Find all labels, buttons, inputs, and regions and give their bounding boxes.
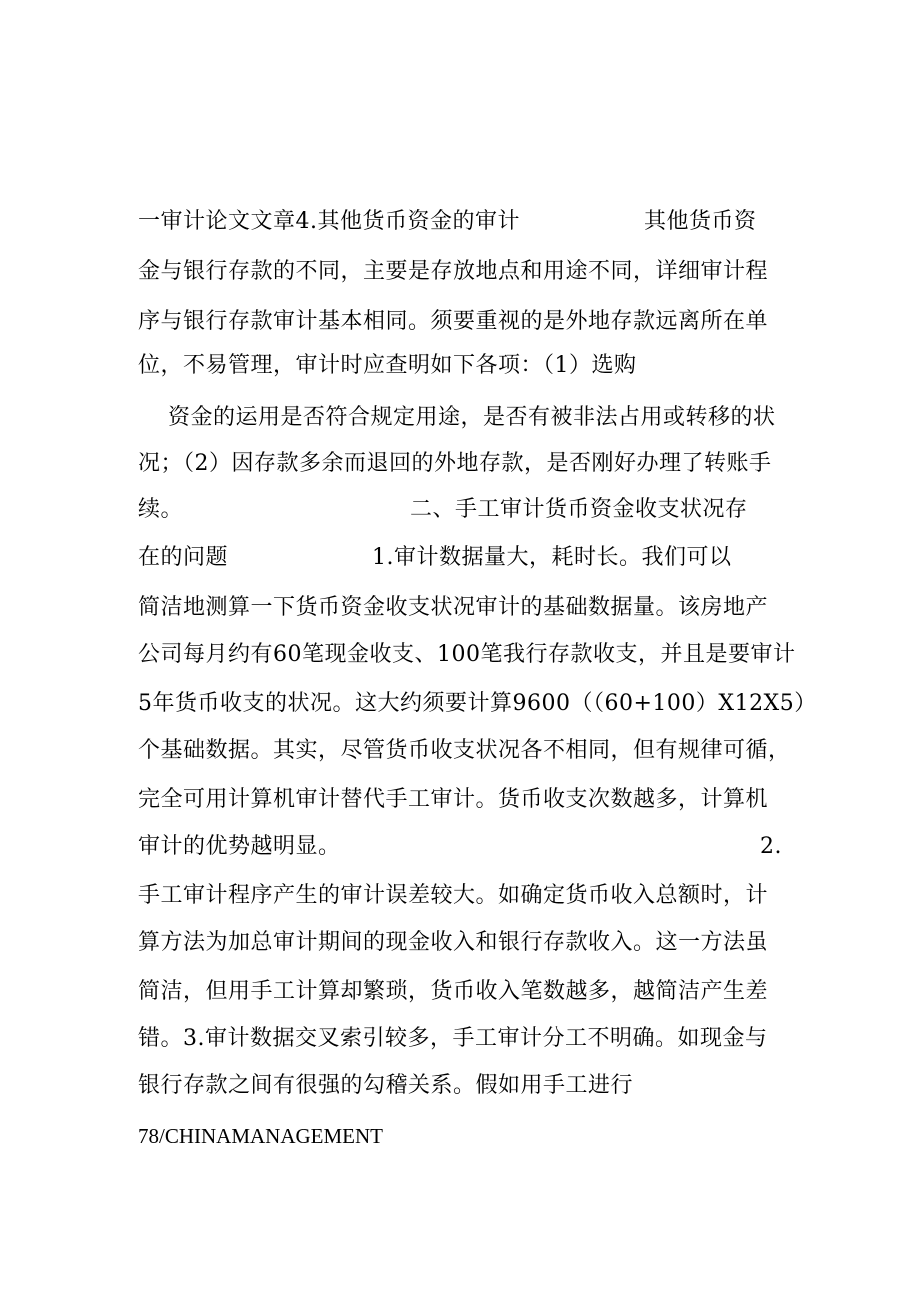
text-line [138, 307, 769, 337]
text-segment: 错。3.审计数据交叉索引较多，手工审计分工不明确。如现金与 [138, 1026, 768, 1051]
page-footer [138, 1121, 383, 1151]
text-segment: 序与银行存款审计基本相同。须要重视的是外地存款远离所在单 [138, 309, 769, 334]
text-segment: 个基础数据。其实，尽管货币收支状况各不相同，但有规律可循， [138, 738, 791, 763]
text-segment: 况；（2）因存款多余而退回的外地存款，是否刚好办理了转账手 [138, 451, 772, 476]
text-segment: 简洁地测算一下货币资金收支状况审计的基础数据量。该房地产 [138, 595, 769, 620]
text-segment: 一审计论文文章4.其他货币资金的审计 [138, 209, 520, 234]
text-segment: 资金的运用是否符合规定用途，是否有被非法占用或转移的状 [168, 405, 776, 430]
text-segment: 在的问题 [138, 545, 229, 570]
text-line [138, 689, 817, 719]
text-line [138, 593, 769, 623]
text-line [138, 449, 772, 479]
text-line [138, 832, 782, 862]
text-line [138, 977, 769, 1007]
text-segment: 审计的优势越明显。 [138, 834, 341, 859]
text-line [138, 351, 637, 381]
text-line [138, 207, 757, 237]
text-segment: 完全可用计算机审计替代手工审计。货币收支次数越多，计算机 [138, 787, 769, 812]
text-segment: 金与银行存款的不同，主要是存放地点和用途不同，详细审计程 [138, 259, 769, 284]
text-segment: 续。 [138, 497, 184, 522]
text-line [138, 257, 769, 287]
footer-text: 78/CHINAMANAGEMENT [138, 1124, 383, 1148]
text-segment: 5年货币收支的状况。这大约须要计算9600（（60+100）X12X5） [138, 691, 817, 716]
text-segment: 简洁，但用手工计算却繁琐，货币收入笔数越多，越简洁产生差 [138, 979, 769, 1004]
text-segment: 银行存款之间有很强的勾稽关系。假如用手工进行 [138, 1073, 634, 1098]
text-line [138, 543, 732, 573]
text-line [138, 403, 776, 433]
text-line [138, 1024, 768, 1054]
text-line [138, 1071, 634, 1101]
text-segment: 算方法为加总审计期间的现金收入和银行存款收入。这一方法虽 [138, 930, 769, 955]
text-segment: 位，不易管理，审计时应查明如下各项：（1）选购 [138, 353, 637, 378]
text-segment: 公司每月约有60笔现金收支、100笔我行存款收支，并且是要审计 [138, 642, 796, 667]
text-line [138, 495, 748, 525]
text-segment: 2. [760, 834, 782, 859]
text-line [138, 881, 769, 911]
text-line [138, 928, 769, 958]
text-segment: 手工审计程序产生的审计误差较大。如确定货币收入总额时，计 [138, 883, 769, 908]
text-segment: 其他货币资 [644, 209, 757, 234]
text-segment: 二、手工审计货币资金收支状况存 [410, 497, 748, 522]
text-line [138, 640, 796, 670]
text-line [138, 785, 769, 815]
text-segment: 1.审计数据量大，耗时长。我们可以 [372, 545, 732, 570]
text-line [138, 736, 791, 766]
